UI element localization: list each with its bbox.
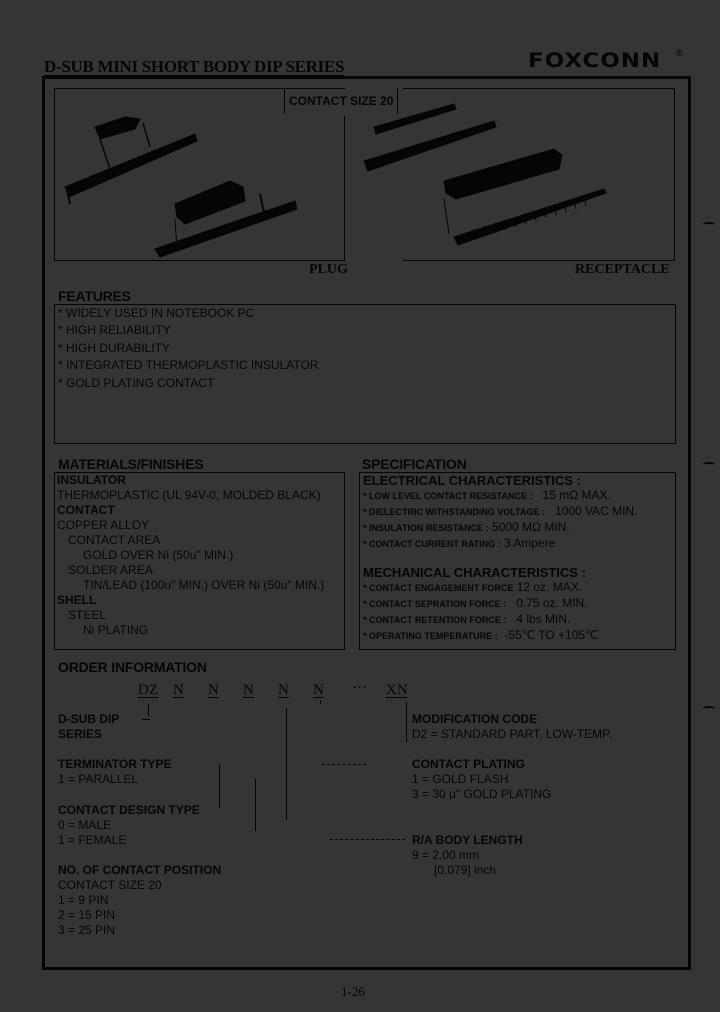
materials-box <box>54 472 345 650</box>
material-line: TIN/LEAD (100u" MIN.) OVER Ni (50u" MIN.) <box>83 578 325 592</box>
spec-value: 12 oz. MAX. <box>516 580 583 594</box>
code-part-series: DZ <box>138 682 158 698</box>
photo-divider <box>344 116 345 260</box>
connector-line <box>255 779 256 831</box>
connector-line <box>219 764 220 808</box>
mechanical-heading: MECHANICAL CHARACTERISTICS : <box>363 565 586 580</box>
positions-option: CONTACT SIZE 20 <box>58 878 162 892</box>
code-part-n4: N <box>278 682 289 698</box>
material-line: STEEL <box>68 608 107 622</box>
plating-title: CONTACT PLATING <box>412 757 525 771</box>
contact-design-title: CONTACT DESIGN TYPE <box>58 803 200 817</box>
feature-item: * HIGH RELIABILITY <box>58 323 171 337</box>
spec-label: * CONTACT ENGAGEMENT FORCE <box>363 583 514 593</box>
positions-option: 2 = 15 PIN <box>58 908 116 922</box>
spec-value: 0.75 oz. MIN. <box>516 596 588 610</box>
spec-label: * OPERATING TEMPERATURE : <box>363 631 498 641</box>
code-part-ellipsis: ··· <box>352 680 367 696</box>
material-line: SOLDER AREA <box>68 563 153 577</box>
plating-option: 1 = GOLD FLASH <box>412 772 509 786</box>
code-part-n3: N <box>243 682 254 698</box>
positions-option: 3 = 25 PIN <box>58 923 116 937</box>
spec-row <box>363 628 675 644</box>
terminator-title: TERMINATOR TYPE <box>58 757 172 771</box>
document-title: D-SUB MINI SHORT BODY DIP SERIES <box>44 57 345 76</box>
series-title: D-SUB DIP <box>58 712 120 726</box>
receptacle-label: RECEPTACLE <box>575 262 670 277</box>
body-length-option: [0.079] inch <box>434 863 497 877</box>
code-part-n5: N <box>313 682 324 698</box>
receptacle-photo-box <box>403 88 675 261</box>
order-terminator <box>58 757 172 787</box>
code-part-modification: XN <box>386 682 408 698</box>
specification-list <box>360 473 675 644</box>
order-positions <box>58 863 221 938</box>
electrical-heading: ELECTRICAL CHARACTERISTICS : <box>363 473 581 488</box>
feature-item: * GOLD PLATING CONTACT <box>58 376 215 390</box>
spec-row <box>363 536 675 552</box>
material-line: SHELL <box>57 593 97 607</box>
positions-title: NO. OF CONTACT POSITION <box>58 863 222 877</box>
spec-row <box>363 520 675 536</box>
contact-design-option: 0 = MALE <box>58 818 112 832</box>
page-number: 1-26 <box>341 984 365 999</box>
contact-design-option: 1 = FEMALE <box>58 833 127 847</box>
body-length-title: R/A BODY LENGTH <box>412 833 523 847</box>
spec-label: * CONTACT CURRENT RATING : <box>363 539 501 549</box>
specification-heading: SPECIFICATION <box>362 456 467 472</box>
code-part-n1: N <box>173 682 184 698</box>
materials-list <box>55 473 344 638</box>
spec-row <box>363 580 675 596</box>
scan-mark <box>703 462 715 467</box>
spec-row <box>363 612 675 628</box>
connector-line <box>142 719 150 720</box>
feature-item: * HIGH DURABILITY <box>58 341 171 355</box>
features-heading: FEATURES <box>58 288 131 304</box>
order-contact-design <box>58 803 200 848</box>
plug-connector-illustration <box>55 89 345 260</box>
feature-item: * WIDELY USED IN NOTEBOOK PC <box>58 306 255 320</box>
scan-mark <box>703 706 715 711</box>
receptacle-connector-illustration <box>344 89 615 260</box>
spec-value: -55℃ TO +105℃ <box>504 628 599 642</box>
spec-label: * CONTACT RETENTION FORCE : <box>363 615 507 625</box>
material-line: INSULATOR <box>57 473 126 487</box>
spec-row <box>363 504 675 520</box>
material-line: CONTACT AREA <box>68 533 161 547</box>
spec-value: 5000 MΩ MIN. <box>492 520 570 534</box>
connector-line <box>286 708 287 820</box>
code-part-n2: N <box>208 682 219 698</box>
spec-value: 15 mΩ MAX. <box>542 488 611 502</box>
spec-value: 4 lbs MIN. <box>516 612 571 626</box>
material-line: CONTACT <box>57 503 115 517</box>
order-body-length <box>412 833 523 878</box>
features-box <box>54 304 676 444</box>
spec-label: * LOW LEVEL CONTACT RESISTANCE : <box>363 491 533 501</box>
order-series <box>58 712 119 742</box>
contact-size-label: CONTACT SIZE 20 <box>284 88 398 114</box>
specification-box <box>359 472 676 650</box>
connector-line <box>320 700 321 704</box>
connector-line <box>322 764 366 765</box>
materials-heading: MATERIALS/FINISHES <box>58 456 204 472</box>
connector-line <box>330 839 405 840</box>
order-plating <box>412 757 551 802</box>
plating-option: 3 = 30 μ" GOLD PLATING <box>412 787 552 801</box>
feature-item: * INTEGRATED THERMOPLASTIC INSULATOR <box>58 358 319 372</box>
plug-label: PLUG <box>309 262 348 277</box>
material-line: THERMOPLASTIC (UL 94V-0, MOLDED BLACK) <box>57 488 321 502</box>
registered-mark: ® <box>676 48 683 58</box>
spec-label: * CONTACT SEPRATION FORCE : <box>363 599 507 609</box>
series-title: SERIES <box>58 727 103 741</box>
spec-label: * INSULATION RESISTANCE : <box>363 523 489 533</box>
terminator-option: 1 = PARALLEL <box>58 772 139 786</box>
order-heading: ORDER INFORMATION <box>58 659 207 675</box>
foxconn-logo: FOXCONN <box>528 50 662 73</box>
connector-line <box>148 704 149 716</box>
body-length-option: 9 = 2.00 mm <box>412 848 480 862</box>
spec-value: 1000 VAC MIN. <box>555 504 638 518</box>
positions-option: 1 = 9 PIN <box>58 893 109 907</box>
modification-title: MODIFICATION CODE <box>412 712 538 726</box>
spec-value: 3 Ampere <box>504 536 556 550</box>
material-line: GOLD OVER Ni (50u" MIN.) <box>83 548 234 562</box>
scan-mark <box>703 222 715 227</box>
order-modification <box>412 712 612 742</box>
spec-label: * DIELECTRIC WITHSTANDING VOLTAGE : <box>363 507 545 517</box>
connector-line <box>406 702 407 742</box>
material-line: Ni PLATING <box>83 623 149 637</box>
spec-row <box>363 488 675 504</box>
spec-row <box>363 596 675 612</box>
features-list <box>55 305 675 392</box>
material-line: COPPER ALLOY <box>57 518 150 532</box>
modification-option: D2 = STANDARD PART, LOW-TEMP. <box>412 727 612 741</box>
